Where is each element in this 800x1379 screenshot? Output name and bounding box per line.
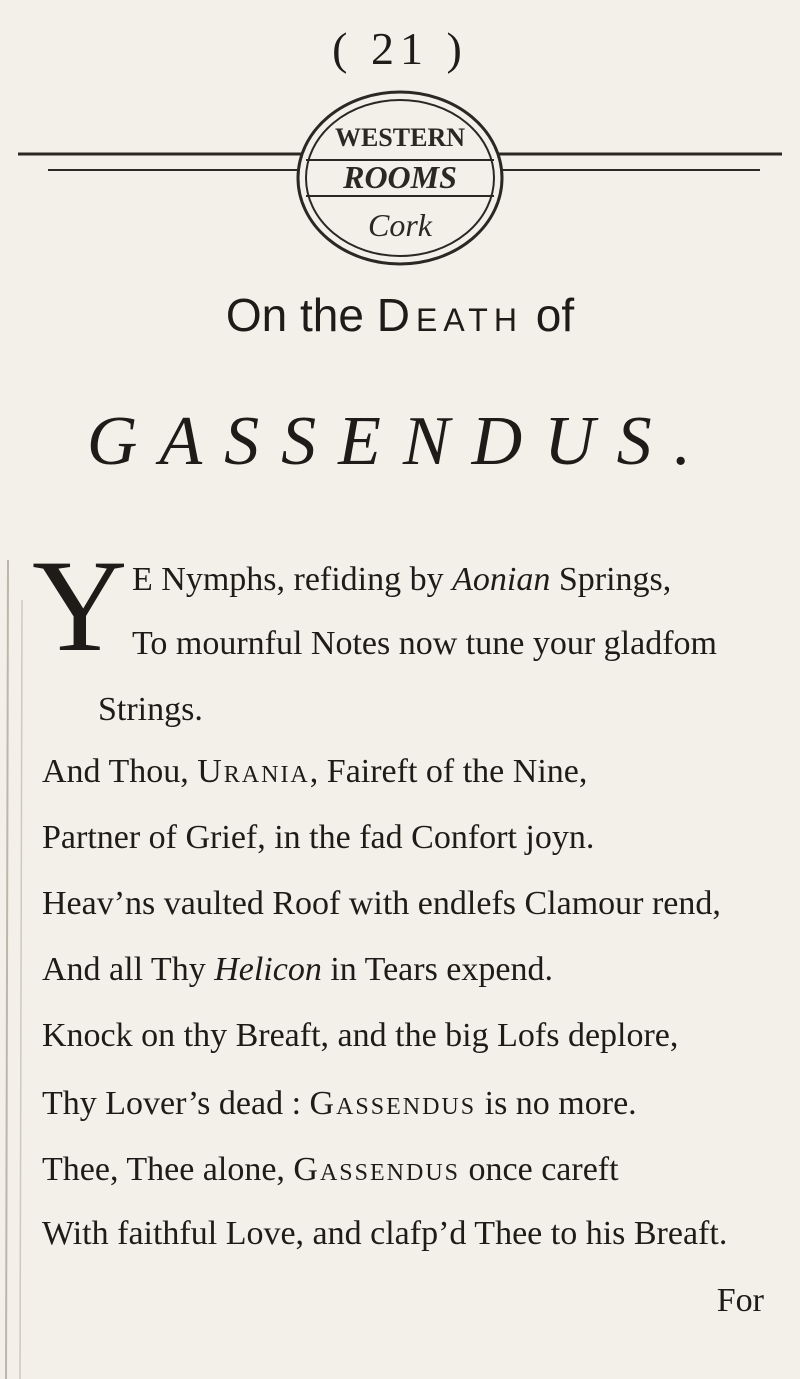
verse-line-9	[42, 1084, 637, 1124]
verse-text: And all Thy	[42, 951, 215, 988]
verse-name: Gassendus	[309, 1085, 477, 1122]
verse-line-6: Heav’ns vaulted Roof with endlefs Clamour rend,	[42, 885, 721, 922]
verse-text: Thee, Thee alone,	[42, 1151, 294, 1188]
verse-line-5: Partner of Grief, in the fad Confort joyn.	[42, 819, 595, 856]
verse-line-1	[132, 560, 671, 600]
title-prefix: On the	[225, 289, 364, 341]
title-suffix: of	[535, 289, 575, 341]
verse-line-7	[42, 950, 553, 990]
verse-line-4	[42, 752, 587, 792]
verse-text: Thy Lover’s dead :	[42, 1085, 310, 1122]
verse-line-10	[42, 1150, 619, 1190]
verse-text: , Faireft of the Nine,	[309, 753, 588, 790]
verse-italic: Helicon	[214, 951, 322, 988]
verse-name: Urania	[197, 753, 310, 790]
verse-text: is no more.	[476, 1085, 637, 1122]
verse-line-11: With faithful Love, and clafp’d Thee to his Breaft.	[42, 1215, 728, 1252]
verse-line-3: Strings.	[98, 691, 203, 728]
stamp-middle-text: ROOMS	[343, 159, 457, 195]
verse-text: once careft	[460, 1151, 619, 1188]
stamp-top-text: WESTERN	[334, 123, 466, 152]
verse-line-8: Knock on thy Breaft, and the big Lofs deplore,	[42, 1017, 679, 1054]
poem-title	[0, 288, 800, 342]
verse-text: in Tears expend.	[321, 951, 553, 988]
stamp-bottom-text: Cork	[368, 207, 432, 243]
verse-text: And Thou,	[42, 753, 198, 790]
title-word: Death	[376, 289, 523, 341]
library-stamp	[0, 90, 800, 290]
verse-line-2: To mournful Notes now tune your gladfom	[132, 625, 717, 662]
catchword: For	[716, 1282, 764, 1319]
poem-subject: GASSENDUS.	[86, 403, 714, 480]
verse-text: E Nymphs, refiding by	[132, 561, 453, 598]
page-number: ( 21 )	[332, 23, 468, 74]
drop-cap: Y	[32, 532, 128, 679]
verse-text: Springs,	[550, 561, 672, 598]
verse-italic: Aonian	[452, 561, 551, 598]
verse-name: Gassendus	[293, 1151, 461, 1188]
page-edge-shadow	[0, 560, 30, 1379]
